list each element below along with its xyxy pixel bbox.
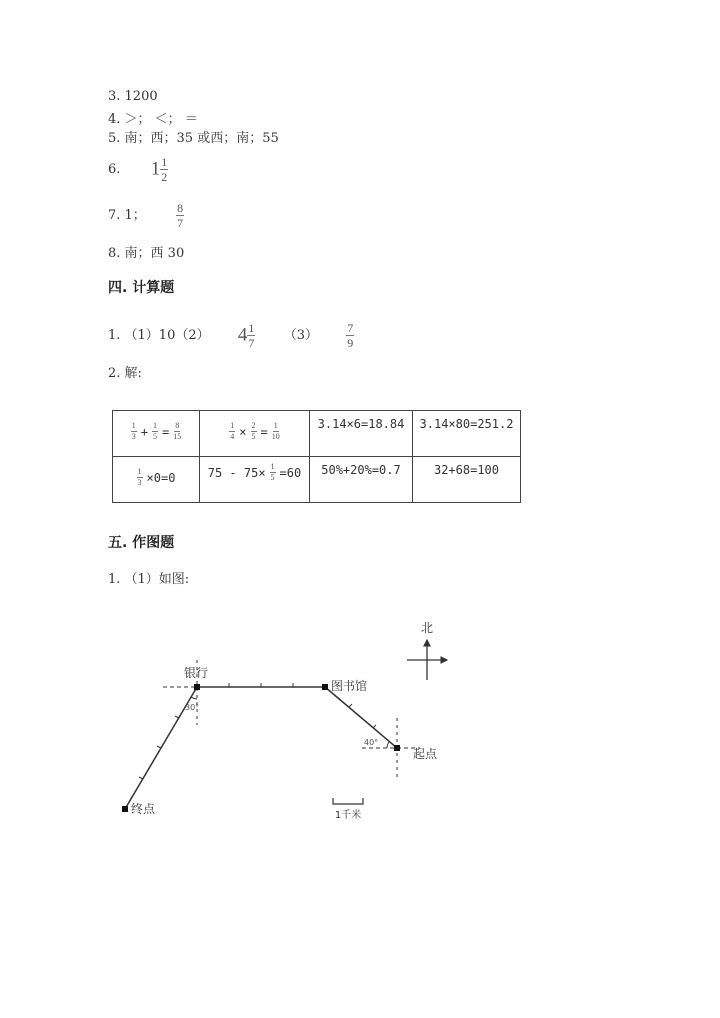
library-point <box>322 684 328 690</box>
denominator: 15 <box>173 432 182 441</box>
north-label: 北 <box>420 621 434 635</box>
north-compass-icon <box>407 621 447 680</box>
expression-text: =60 <box>279 465 302 480</box>
calc-q1-part2-whole: 4 <box>237 324 248 346</box>
route-library-to-start <box>325 687 397 748</box>
denominator: 7 <box>177 216 184 230</box>
operator: = <box>260 424 268 439</box>
numerator: 1 <box>248 321 255 335</box>
denominator: 9 <box>347 336 354 350</box>
answer-5: 5. 南；西；35 或西；南；55 <box>108 131 279 146</box>
answer-4: 4. ＞； ＜； ＝ <box>108 112 198 127</box>
end-point <box>122 806 128 812</box>
denominator: 5 <box>270 473 275 482</box>
start-angle-arc <box>387 742 389 748</box>
numerator: 1 <box>230 421 235 430</box>
scale-ticks <box>139 683 379 779</box>
numerator: 2 <box>251 421 256 430</box>
denominator: 3 <box>131 432 136 441</box>
table-cell: 3.14×6=18.84 <box>310 411 413 457</box>
drawing-q1-label: 1. （1）如图: <box>108 572 190 587</box>
scale-label: 1千米 <box>334 810 362 821</box>
answer-8: 8. 南；西 30 <box>108 246 185 261</box>
numerator: 1 <box>137 467 142 476</box>
table-cell: 32+68=100 <box>413 457 521 503</box>
numerator: 1 <box>153 421 157 430</box>
denominator: 5 <box>153 432 157 441</box>
denominator: 3 <box>137 478 142 487</box>
operator: + <box>140 424 148 439</box>
denominator: 2 <box>161 170 168 184</box>
calc-q1-label: 1. （1）10（2） <box>108 328 210 343</box>
expression-text: 75 - 75× <box>207 465 266 480</box>
answer-3: 3. 1200 <box>108 89 158 104</box>
start-angle-label: 40° <box>364 738 379 747</box>
table-cell: 3.14×80=251.2 <box>413 411 521 457</box>
operator: = <box>162 424 170 439</box>
bank-angle-arc <box>191 697 197 699</box>
scale-bar <box>333 798 363 821</box>
numerator: 8 <box>177 201 184 215</box>
bank-point <box>194 684 200 690</box>
end-label: 终点 <box>131 802 156 816</box>
denominator: 5 <box>251 432 256 441</box>
operator: × <box>239 424 247 439</box>
numerator: 1 <box>273 421 278 430</box>
bank-label: 银行 <box>184 666 209 680</box>
table-cell: 50%+20%=0.7 <box>310 457 413 503</box>
section-5-heading: 五. 作图题 <box>108 535 175 551</box>
numerator: 1 <box>270 462 275 471</box>
calc-q1-part3-label: （3） <box>283 328 318 343</box>
calc-q2-label: 2. 解: <box>108 366 142 381</box>
denominator: 7 <box>248 336 255 350</box>
numerator: 1 <box>131 421 136 430</box>
expression-text: ×0=0 <box>146 470 176 485</box>
library-label: 图书馆 <box>331 679 368 693</box>
denominator: 4 <box>230 432 235 441</box>
answer-6-whole: 1 <box>150 158 161 180</box>
start-label: 起点 <box>413 747 438 761</box>
answer-7-label: 7. 1； <box>108 208 146 223</box>
denominator: 10 <box>271 432 280 441</box>
numerator: 8 <box>175 421 180 430</box>
numerator: 1 <box>161 155 168 169</box>
numerator: 7 <box>347 321 354 335</box>
answer-6-label: 6. <box>108 162 121 177</box>
section-4-heading: 四. 计算题 <box>108 280 175 296</box>
start-point <box>394 745 400 751</box>
bank-angle-label: 30° <box>185 703 200 712</box>
